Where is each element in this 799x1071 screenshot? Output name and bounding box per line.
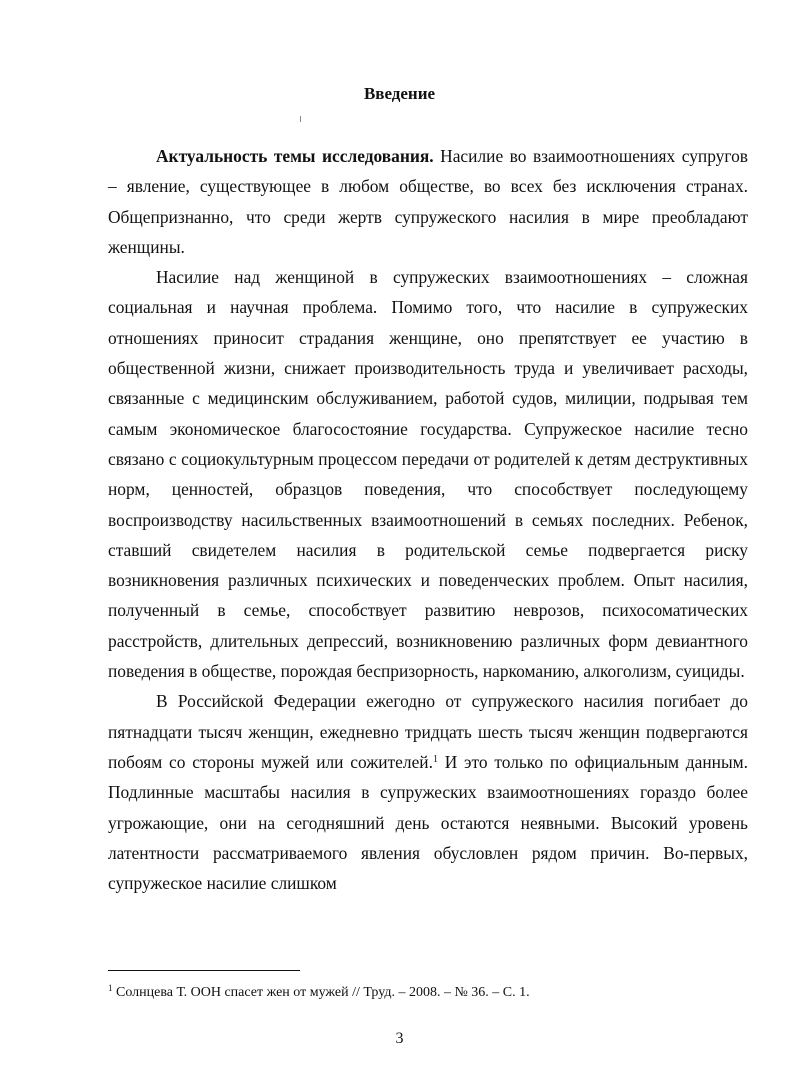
paragraph-text: В Российской Федерации ежегодно от супружеского насилия погибает до пятнадцати тысяч женщин, ежедневно тридцать шесть тысяч женщин подвергаются побоям со стороны мужей или сожителей. bbox=[108, 691, 748, 772]
footnote-number: 1 bbox=[108, 983, 113, 993]
page-number: 3 bbox=[395, 1030, 404, 1047]
body-text bbox=[108, 141, 748, 898]
footnote-text: Солнцева Т. ООН спасет жен от мужей // Труд. – 2008. – № 36. – С. 1. bbox=[112, 985, 530, 1000]
paragraph-statistics bbox=[108, 686, 748, 898]
paragraph-violence-problem bbox=[108, 262, 748, 686]
footnote-separator bbox=[108, 970, 300, 971]
paragraph-text: И это только по официальным данным. Подлинные масштабы насилия в супружеских взаимоотношениях гораздо более угрожающие, они на сегодняшний день остаются неявными. Высокий уровень латентности рассматриваемого явления обусловлен рядом причин. Во-первых, супружеское насилие слишком bbox=[108, 751, 748, 894]
paragraph-lead: Актуальность темы исследования. bbox=[156, 146, 434, 166]
scan-speck bbox=[300, 116, 301, 122]
footnote bbox=[108, 984, 748, 1002]
paragraph-relevance bbox=[108, 141, 748, 262]
page-title: Введение bbox=[363, 84, 436, 103]
paragraph-text: Насилие над женщиной в супружеских взаимоотношениях – сложная социальная и научная проблема. Помимо того, что насилие в супружеских отношениях приносит страдания женщине, оно препятствует ее участию в общественной жизни, снижает производительность труда и увеличивает расходы, связанные с медицинским обслуживанием, работой судов, милиции, подрывая тем самым экономическое благосостояние государства. Супружеское насилие тесно связано с социокультурным процессом передачи от родителей к детям деструктивных норм, ценностей, образцов поведения, что способствует последующему воспроизводству насильственных взаимоотношений в семьях последних. Ребенок, ставший свидетелем насилия в родительской семье подвергается риску возникновения различных психических и поведенческих проблем. Опыт насилия, полученный в семье, способствует развитию неврозов, психосоматических расстройств, длительных депрессий, возникновению различных форм девиантного поведения в обществе, порождая беспризорность, наркоманию, алкоголизм, суициды. bbox=[108, 267, 748, 682]
paragraph-text: Насилие во взаимоотношениях супругов – явление, существующее в любом обществе, во всех без исключения странах. Общепризнанно, что среди жертв супружеского насилия в мире преобладают женщины. bbox=[108, 146, 748, 257]
footnote-reference[interactable]: 1 bbox=[432, 753, 438, 765]
